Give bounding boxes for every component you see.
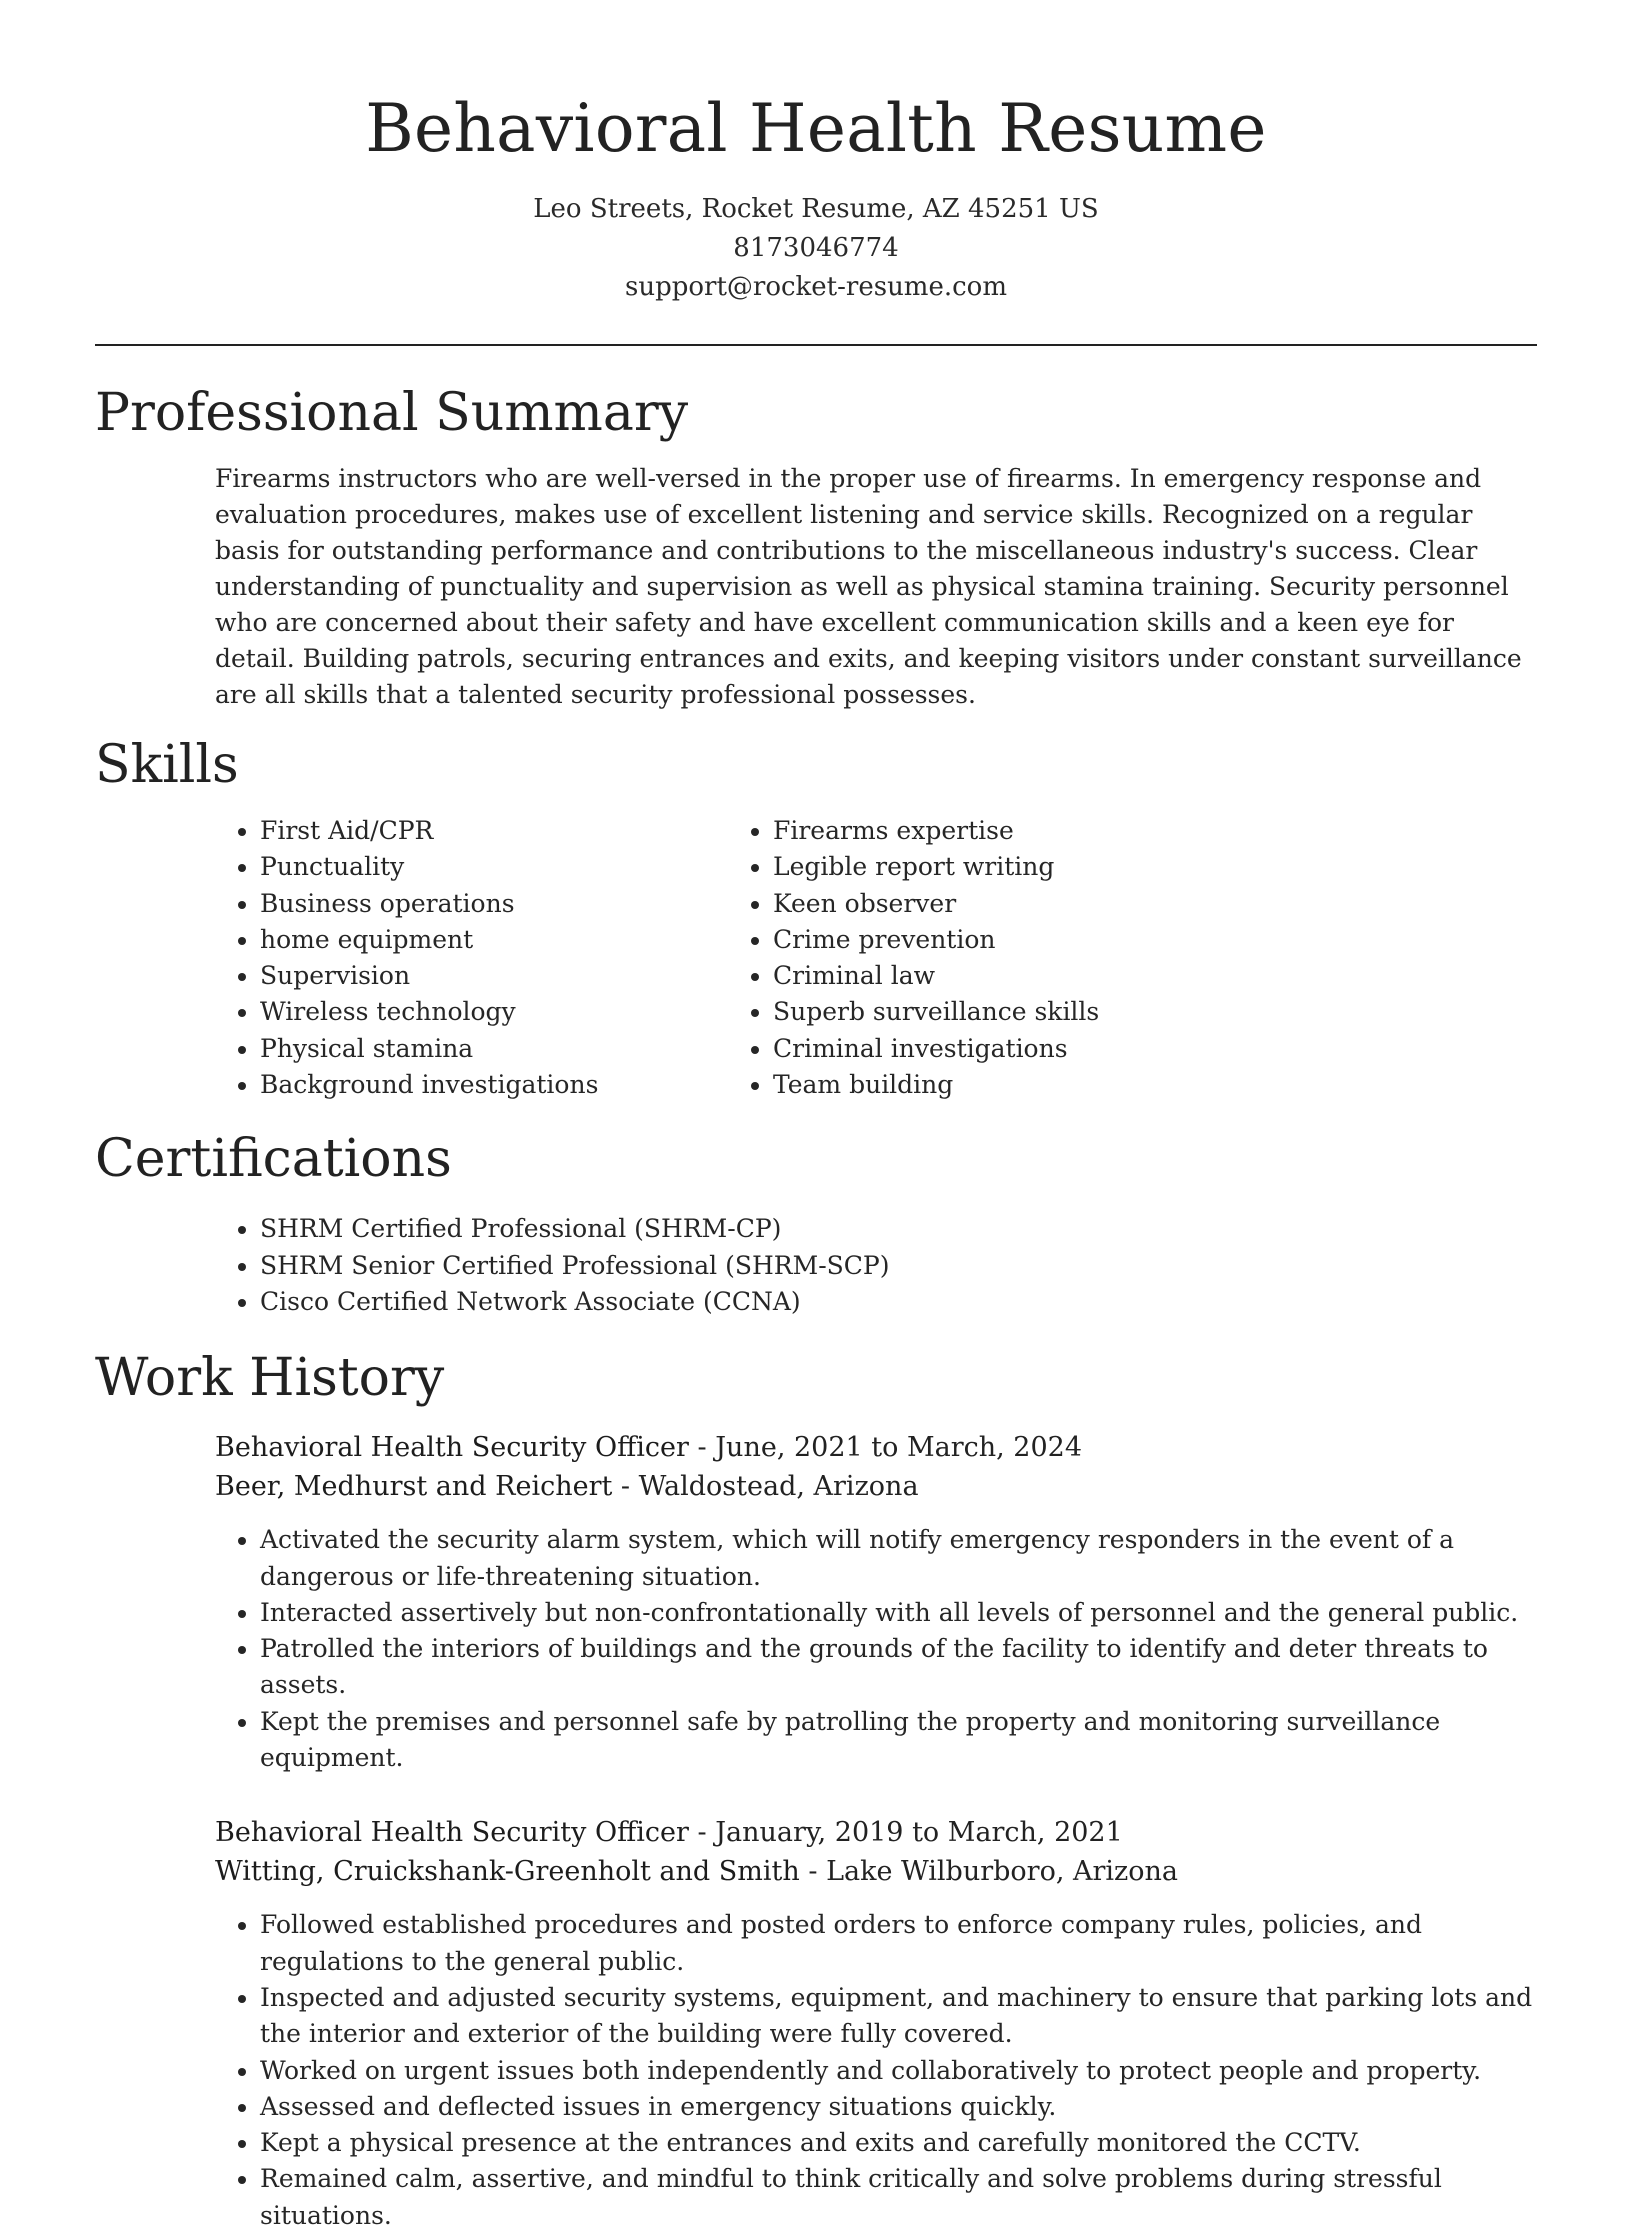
job-duty: • Kept a physical presence at the entrances and exits and carefully monitored the CCTV.: [260, 2125, 1537, 2161]
job-duty: • Remained calm, assertive, and mindful to think critically and solve problems during stressful situations.: [260, 2161, 1537, 2234]
skill-item: • Superb surveillance skills: [773, 994, 1273, 1030]
job-title: Behavioral Health Security Officer: [215, 1432, 689, 1464]
job-duty: • Followed established procedures and posted orders to enforce company rules, policies, and regulations to the general public.: [260, 1907, 1537, 1980]
skill-item: • Crime prevention: [773, 922, 1273, 958]
contact-address: Leo Streets, Rocket Resume, AZ 45251 US: [533, 194, 1099, 224]
skills-list-left: [95, 813, 745, 1103]
skill-item: • Business operations: [260, 886, 745, 922]
job-duty: • Patrolled the interiors of buildings and the grounds of the facility to identify and deter threats to assets.: [260, 1631, 1537, 1704]
job-title-line: Behavioral Health Security Officer - June, 2021 to March, 2024: [215, 1432, 1083, 1464]
skill-item: • Criminal investigations: [773, 1031, 1273, 1067]
resume-title: Behavioral Health Resume: [365, 90, 1267, 167]
job-duties-list: [95, 1907, 1537, 2234]
summary-paragraph: Firearms instructors who are well-versed in the proper use of firearms. In emergency response and evaluation procedures, makes use of excellent listening and service skills. Recognized on a regular basis for outstanding performance and contributions to the miscellaneous industry's success. Clear understanding of punctuality and supervision as well as physical stamina training. Security personnel who are concerned about their safety and have excellent communication skills and a keen eye for detail. Building patrols, securing entrances and exits, and keeping visitors under constant surveillance are all skills that a talented security professional possesses.: [215, 464, 1522, 709]
job-company: Witting, Cruickshank-Greenholt and Smith: [215, 1856, 800, 1888]
skill-item: • Keen observer: [773, 886, 1273, 922]
job-dates: June, 2021 to March, 2024: [715, 1432, 1083, 1464]
contact-phone: 8173046774: [733, 233, 899, 263]
skill-item: • Supervision: [260, 958, 745, 994]
job-company-line: Witting, Cruickshank-Greenholt and Smith - Lake Wilburboro, Arizona: [215, 1856, 1179, 1888]
skill-item: • Legible report writing: [773, 849, 1273, 885]
job-location: Lake Wilburboro, Arizona: [826, 1856, 1179, 1888]
section-heading-summary: Professional Summary: [95, 383, 689, 443]
job-duty: • Kept the premises and personnel safe by patrolling the property and monitoring surveillance equipment.: [260, 1704, 1537, 1777]
job-location: Waldostead, Arizona: [638, 1471, 919, 1503]
job-title-line: Behavioral Health Security Officer - January, 2019 to March, 2021: [215, 1817, 1123, 1849]
work-history-section: [95, 1346, 1537, 2234]
certification-item: • SHRM Certified Professional (SHRM-CP): [260, 1211, 1537, 1247]
job-duty: • Worked on urgent issues both independently and collaboratively to protect people and property.: [260, 2053, 1537, 2089]
job-dates: January, 2019 to March, 2021: [715, 1817, 1123, 1849]
job-duty: • Inspected and adjusted security systems, equipment, and machinery to ensure that parking lots and the interior and exterior of the building were fully covered.: [260, 1980, 1537, 2053]
certifications-list: [95, 1211, 1537, 1320]
job-company-line: Beer, Medhurst and Reichert - Waldostead, Arizona: [215, 1471, 919, 1503]
job-duty: • Assessed and deflected issues in emergency situations quickly.: [260, 2089, 1537, 2125]
contact-block: [95, 190, 1537, 307]
skill-item: • Physical stamina: [260, 1031, 745, 1067]
job-duty: • Activated the security alarm system, which will notify emergency responders in the event of a dangerous or life-threatening situation.: [260, 1522, 1537, 1595]
skill-item: • Wireless technology: [260, 994, 745, 1030]
skill-item: • Background investigations: [260, 1067, 745, 1103]
skill-item: • Team building: [773, 1067, 1273, 1103]
skill-item: • Punctuality: [260, 849, 745, 885]
resume-page: [95, 0, 1537, 2234]
skills-list-right: [745, 813, 1273, 1103]
job-title: Behavioral Health Security Officer: [215, 1817, 689, 1849]
skill-item: • Firearms expertise: [773, 813, 1273, 849]
job-company: Beer, Medhurst and Reichert: [215, 1471, 613, 1503]
job-duty: • Interacted assertively but non-confrontationally with all levels of personnel and the general public.: [260, 1595, 1537, 1631]
section-heading-work-history: Work History: [95, 1348, 445, 1409]
job-entry: [95, 1428, 1537, 1776]
skills-grid: [95, 813, 1537, 1103]
section-heading-certifications: Certifications: [95, 1129, 452, 1190]
certification-item: • Cisco Certified Network Associate (CCNA): [260, 1284, 1537, 1320]
skill-item: • home equipment: [260, 922, 745, 958]
certification-item: • SHRM Senior Certified Professional (SHRM-SCP): [260, 1248, 1537, 1284]
job-duties-list: [95, 1522, 1537, 1776]
skill-item: • Criminal law: [773, 958, 1273, 994]
section-heading-skills: Skills: [95, 735, 239, 795]
skills-section: [95, 733, 1537, 1103]
header-divider: [95, 344, 1537, 346]
job-entry: [95, 1813, 1537, 2234]
skill-item: • First Aid/CPR: [260, 813, 745, 849]
certifications-section: [95, 1127, 1537, 1320]
professional-summary-section: [95, 381, 1537, 713]
contact-email: support@rocket-resume.com: [624, 272, 1007, 302]
